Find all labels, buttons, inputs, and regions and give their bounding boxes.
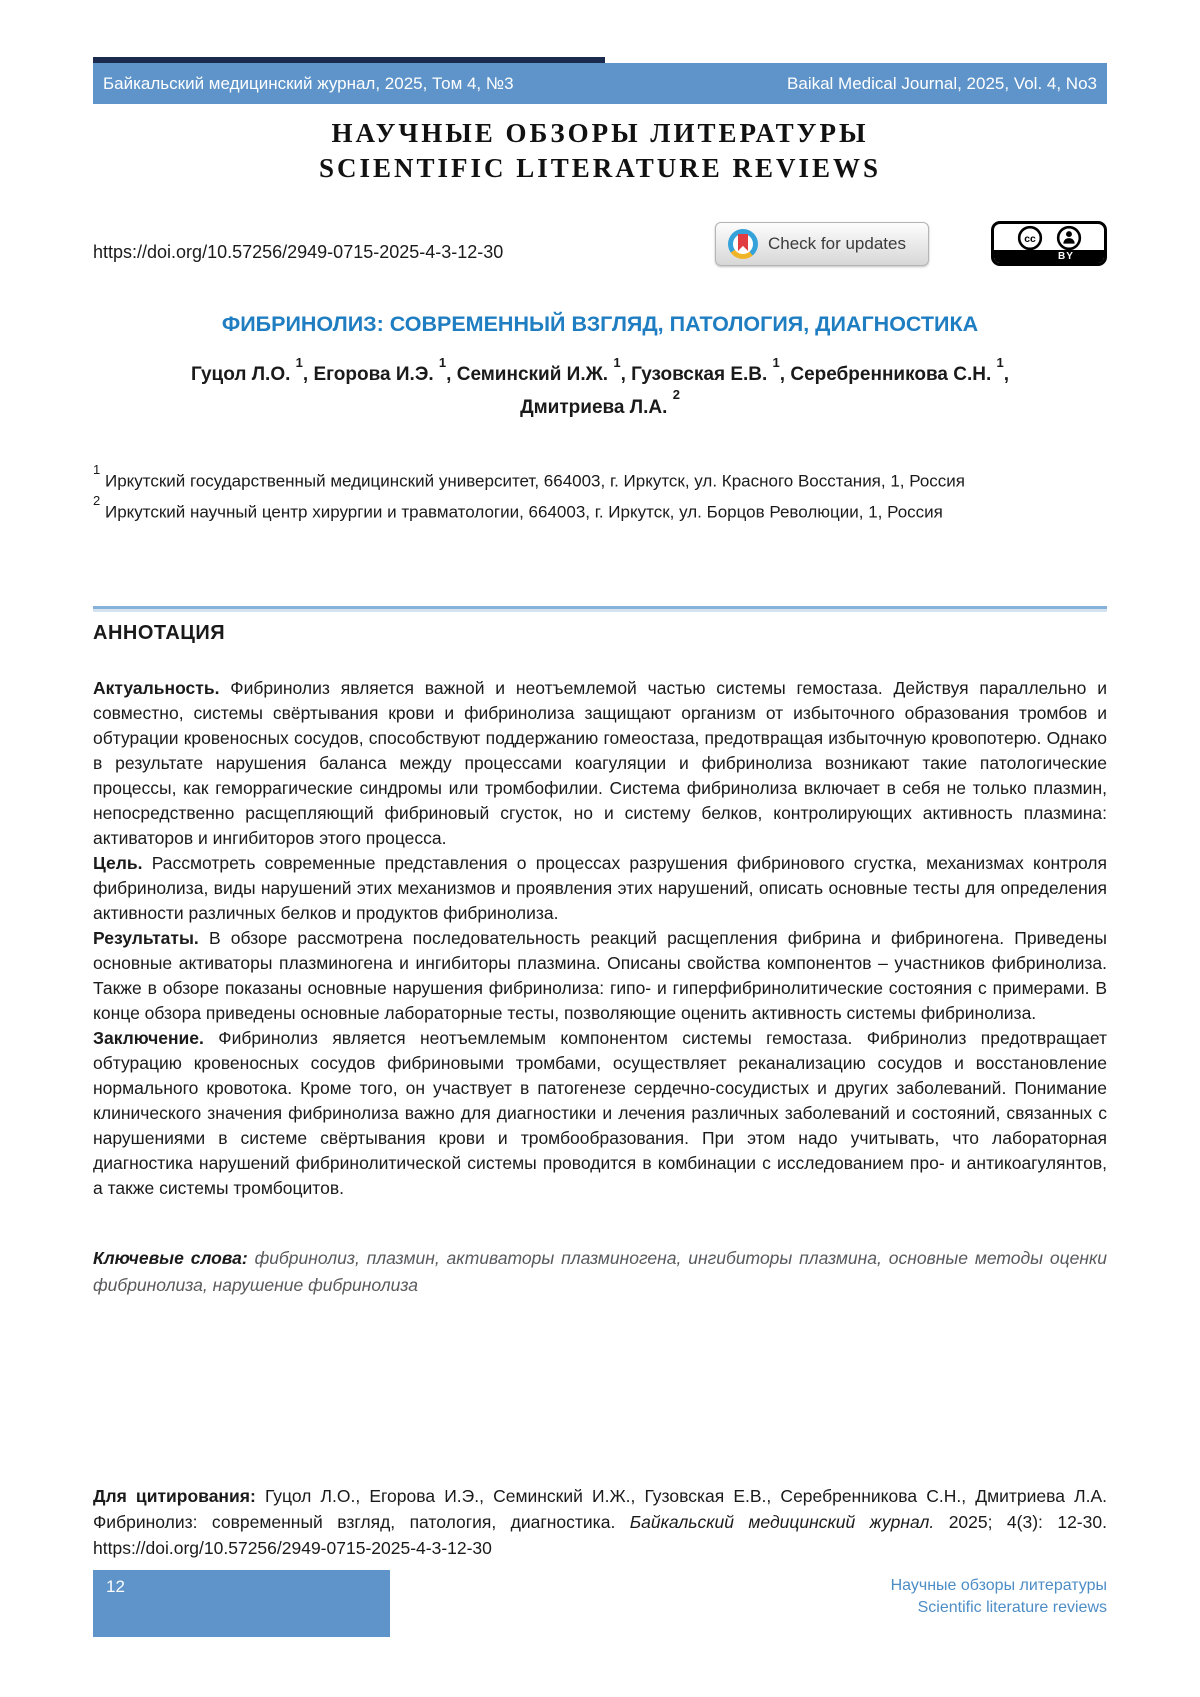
authors-line-2 [93, 387, 1107, 418]
citation-tail: 2025; 4(3): 12-30. https://doi.org/10.57256/2949-0715-2025-4-3-12-30 [93, 1512, 1107, 1558]
section-title-ru: НАУЧНЫЕ ОБЗОРЫ ЛИТЕРАТУРЫ [331, 118, 869, 148]
journal-name-ru: Байкальский медицинский журнал, 2025, Том 4, №3 [103, 73, 514, 93]
journal-header-bar [93, 63, 1107, 104]
paragraph-label: Актуальность. [93, 677, 220, 698]
citation-authors-title: Гуцол Л.О., Егорова И.Э., Семинский И.Ж., Гузовская Е.В., Серебренникова С.Н., Дмитриева Л.А. Фибринолиз: современный взгляд, патология, диагностика. [93, 1486, 1107, 1532]
abstract-paragraph-conclusion [93, 1026, 1107, 1201]
paragraph-text: Фибринолиз является неотъемлемым компонентом системы гемостаза. Фибринолиз предотвращает обтурацию кровеносных сосудов фибриновыми тромбами, осуществляет реканализацию сосудов и восстановление нормального кровотока. Кроме того, он участвует в патогенезе сердечно-сосудистых и других заболеваний. Понимание клинического значения фибринолиза важно для диагностики и лечения различных заболеваний и состояний, связанных с нарушениями в системе свёртывания крови и тромбообразования. При этом надо учитывать, что лабораторная диагностика нарушений фибринолитической системы проводится в комбинации с исследованием про- и антикоагулянтов, а также системы тромбоцитов. [93, 1027, 1107, 1198]
keywords [93, 1245, 1107, 1299]
paragraph-label: Заключение. [93, 1027, 204, 1048]
crossmark-icon [728, 229, 758, 259]
page-footer [93, 1570, 1107, 1637]
footer-section-ru: Научные обзоры литературы [890, 1577, 1107, 1594]
affiliation-1 [93, 463, 1107, 495]
footer-section-en: Scientific literature reviews [917, 1599, 1107, 1616]
author-affiliation-marker: 2 [672, 387, 680, 403]
keywords-label: Ключевые слова: [93, 1247, 248, 1268]
affiliation-2 [93, 494, 1107, 526]
author-affiliation-marker: 1 [996, 355, 1004, 370]
paragraph-text: Фибринолиз является важной и неотъемлемой частью системы гемостаза. Действуя параллельно и совместно, системы свёртывания крови и фибринолиза защищают организм от избыточного образования тромбов и обтурации кровеносных сосудов, способствуют поддержанию гомеостаза, предотвращая избыточную кровопотерю. Однако в результате нарушения баланса между процессами коагуляции и фибринолиза возникают такие патологические процессы, как геморрагические синдромы или тромбофилии. Система фибринолиза включает в себя не только плазмин, непосредственно расщепляющий фибриновый сгусток, но и систему белков, контролирующих активность плазмина: активаторов и ингибиторов этого процесса. [93, 677, 1107, 848]
author-affiliation-marker: 1 [295, 355, 303, 370]
author: Дмитриева Л.А. $^2$ [520, 387, 680, 418]
author: Семинский И.Ж. $^1$, [456, 355, 626, 386]
journal-name-en: Baikal Medical Journal, 2025, Vol. 4, No3 [787, 73, 1097, 93]
journal-header [93, 0, 1107, 104]
abstract-paragraph-aim [93, 851, 1107, 926]
abstract-paragraph-results [93, 926, 1107, 1026]
person-icon [1056, 225, 1082, 251]
affiliation-marker: 1 [93, 461, 101, 477]
author-affiliation-marker: 1 [613, 355, 621, 370]
authors-line-1 [93, 355, 1107, 386]
doi-link[interactable]: https://doi.org/10.57256/2949-0715-2025-4-3-12-30 [93, 242, 504, 262]
paragraph-text: Рассмотреть современные представления о процессах разрушения фибринового сгустка, механизмах контроля фибринолиза, виды нарушений этих механизмов и проявления этих нарушений, описать основные тесты для определения активности различных белков и продуктов фибринолиза. [93, 852, 1107, 923]
cc-by-license-badge[interactable] [991, 221, 1107, 266]
author-affiliation-marker: 1 [438, 355, 447, 370]
affiliation-marker: 2 [93, 493, 101, 509]
citation-journal-name: Байкальский медицинский журнал. [629, 1512, 935, 1532]
affiliations [93, 463, 1107, 526]
affiliation-text: Иркутский научный центр хирургии и травматологии, 664003, г. Иркутск, ул. Борцов Революции, 1, Россия [104, 502, 943, 522]
paragraph-label: Цель. [93, 852, 143, 873]
author: Серебренникова С.Н. $^1$, [790, 355, 1010, 386]
doi-row [93, 220, 1107, 266]
section-divider [93, 606, 1107, 609]
author: Гуцол Л.О. $^1$, [190, 355, 309, 386]
article-title: ФИБРИНОЛИЗ: СОВРЕМЕННЫЙ ВЗГЛЯД, ПАТОЛОГИЯ, ДИАГНОСТИКА [221, 312, 979, 336]
page-number-box [93, 1570, 390, 1637]
cc-by-label: BY [994, 250, 1104, 263]
abstract-heading: АННОТАЦИЯ [93, 621, 226, 644]
cc-glyph: cc [1023, 233, 1036, 245]
affiliation-text: Иркутский государственный медицинский университет, 664003, г. Иркутск, ул. Красного Восстания, 1, Россия [104, 471, 965, 491]
author-affiliation-marker: 1 [772, 355, 780, 370]
author: Егорова И.Э. $^1$, [313, 355, 452, 386]
abstract-paragraph-relevance [93, 676, 1107, 851]
keywords-text: фибринолиз, плазмин, активаторы плазминогена, ингибиторы плазмина, основные методы оценки фибринолиза, нарушение фибринолиза [93, 1247, 1107, 1295]
page-number: 12 [106, 1577, 125, 1596]
abstract [93, 676, 1107, 1201]
paragraph-text: В обзоре рассмотрена последовательность реакций расщепления фибрина и фибриногена. Приведены основные активаторы плазминогена и ингибиторы плазмина. Описаны свойства компонентов – участников фибринолиза. Также в обзоре показаны основные нарушения фибринолиза: гипо- и гиперфибринолитические состояния с примерами. В конце обзора приведены основные лабораторные тесты, позволяющие оценить активность системы фибринолиза. [93, 927, 1107, 1023]
footer-section-name [891, 1570, 1107, 1619]
citation-label: Для цитирования: [93, 1486, 256, 1506]
author: Гузовская Е.В. $^1$, [631, 355, 786, 386]
check-for-updates-badge[interactable] [715, 222, 929, 266]
check-for-updates-label: Check for updates [768, 234, 906, 253]
paragraph-label: Результаты. [93, 927, 199, 948]
citation-block [93, 1483, 1107, 1561]
cc-circle-icon [1017, 225, 1043, 251]
section-title-en: SCIENTIFIC LITERATURE REVIEWS [318, 153, 882, 183]
